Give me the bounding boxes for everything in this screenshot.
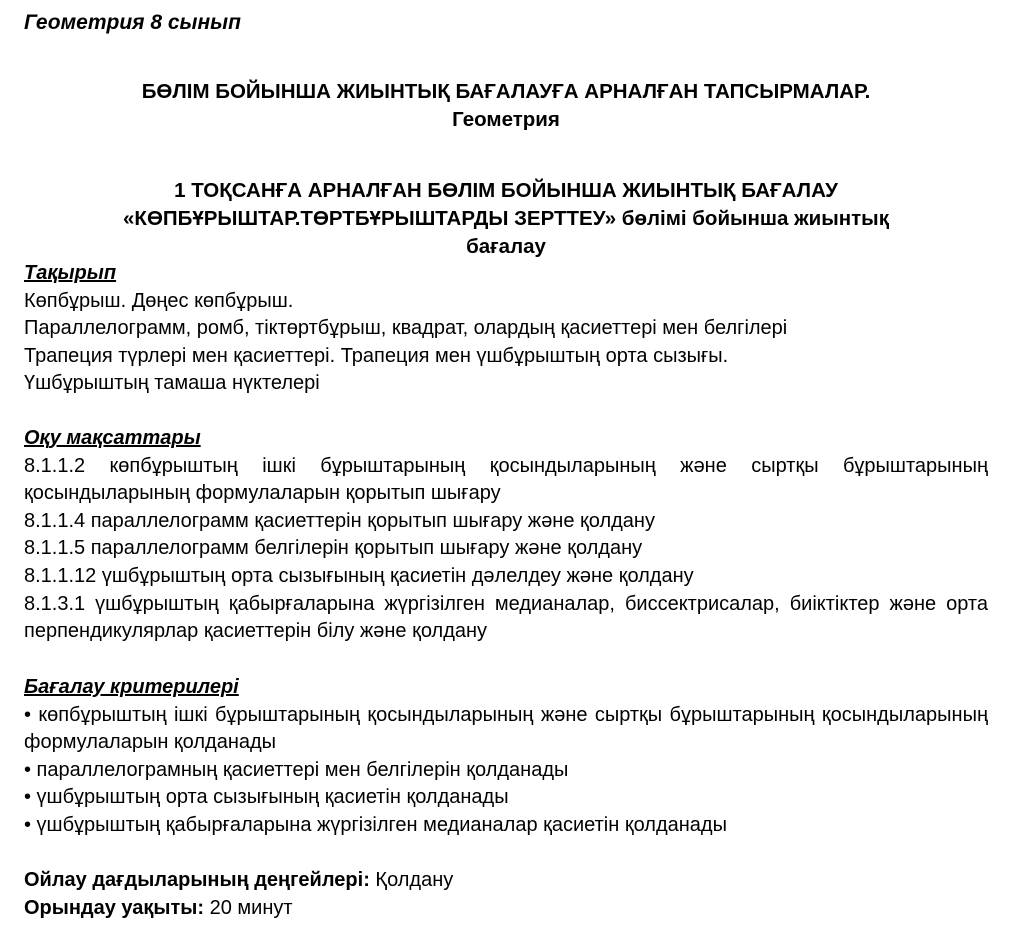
learning-objectives-heading: Оқу мақсаттары	[24, 427, 201, 449]
subject-line: Геометрия 8 сынып	[24, 11, 241, 34]
topic-line: Параллелограмм, ромб, тіктөртбұрыш, квадрат, олардың қасиеттері мен белгілері	[24, 317, 788, 340]
footer-section	[24, 867, 988, 922]
learning-objective-item: 8.1.1.4 параллелограмм қасиеттерін қорытып шығару және қолдану	[24, 509, 655, 532]
assessment-criterion-item: • көпбұрыштың ішкі бұрыштарының қосындыларының және сыртқы бұрыштарының қосындыларының формулаларын қолданады	[24, 703, 988, 754]
learning-objective-item: 8.1.3.1 үшбұрыштың қабырғаларына жүргізілген медианалар, биссектрисалар, биіктіктер және орта перпендикулярлар қасиеттерін білу және қолдану	[24, 592, 988, 643]
assessment-criterion-item: • үшбұрыштың қабырғаларына жүргізілген медианалар қасиетін қолданады	[24, 813, 727, 836]
duration-value: 20 минут	[204, 896, 293, 919]
learning-objectives-section	[24, 425, 988, 646]
main-subtitle: Геометрия	[452, 108, 560, 131]
main-title-block	[24, 78, 988, 134]
thinking-level-value: Қолдану	[369, 869, 454, 891]
learning-objective-item: 8.1.1.12 үшбұрыштың орта сызығының қасиетін дәлелдеу және қолдану	[24, 564, 694, 587]
quarter-title-line-3: бағалау	[466, 235, 546, 258]
topic-heading: Тақырып	[24, 262, 117, 284]
thinking-level-row	[24, 867, 988, 895]
quarter-title-line-1: 1 ТОҚСАНҒА АРНАЛҒАН БӨЛІМ БОЙЫНША ЖИЫНТЫҚ БАҒАЛАУ	[174, 179, 838, 202]
assessment-criterion-item: • үшбұрыштың орта сызығының қасиетін қолданады	[24, 786, 509, 809]
assessment-criteria-section	[24, 674, 988, 840]
main-title: БӨЛІМ БОЙЫНША ЖИЫНТЫҚ БАҒАЛАУҒА АРНАЛҒАН ТАПСЫРМАЛАР.	[141, 80, 871, 103]
topic-section	[24, 260, 988, 398]
assessment-criteria-heading: Бағалау критерилері	[24, 676, 239, 698]
learning-objective-item: 8.1.1.2 көпбұрыштың ішкі бұрыштарының қосындыларының және сыртқы бұрыштарының қосындыларының формулаларын қорытып шығару	[24, 454, 988, 505]
topic-line: Көпбұрыш. Дөңес көпбұрыш.	[24, 289, 294, 312]
topic-line: Трапеция түрлері мен қасиеттері. Трапеция мен үшбұрыштың орта сызығы.	[24, 344, 729, 367]
assessment-criterion-item: • параллелограмның қасиеттері мен белгілерін қолданады	[24, 758, 569, 781]
quarter-title-block	[24, 177, 988, 261]
duration-label: Орындау уақыты:	[24, 896, 205, 919]
learning-objective-item: 8.1.1.5 параллелограмм белгілерін қорытып шығару және қолдану	[24, 537, 643, 560]
thinking-level-label: Ойлау дағдыларының деңгейлері:	[24, 869, 370, 891]
topic-line: Үшбұрыштың тамаша нүктелері	[24, 372, 320, 395]
quarter-title-line-2: «КӨПБҰРЫШТАР.ТӨРТБҰРЫШТАРДЫ ЗЕРТТЕУ» бөлімі бойынша жиынтық	[123, 207, 889, 230]
duration-row	[24, 895, 988, 923]
